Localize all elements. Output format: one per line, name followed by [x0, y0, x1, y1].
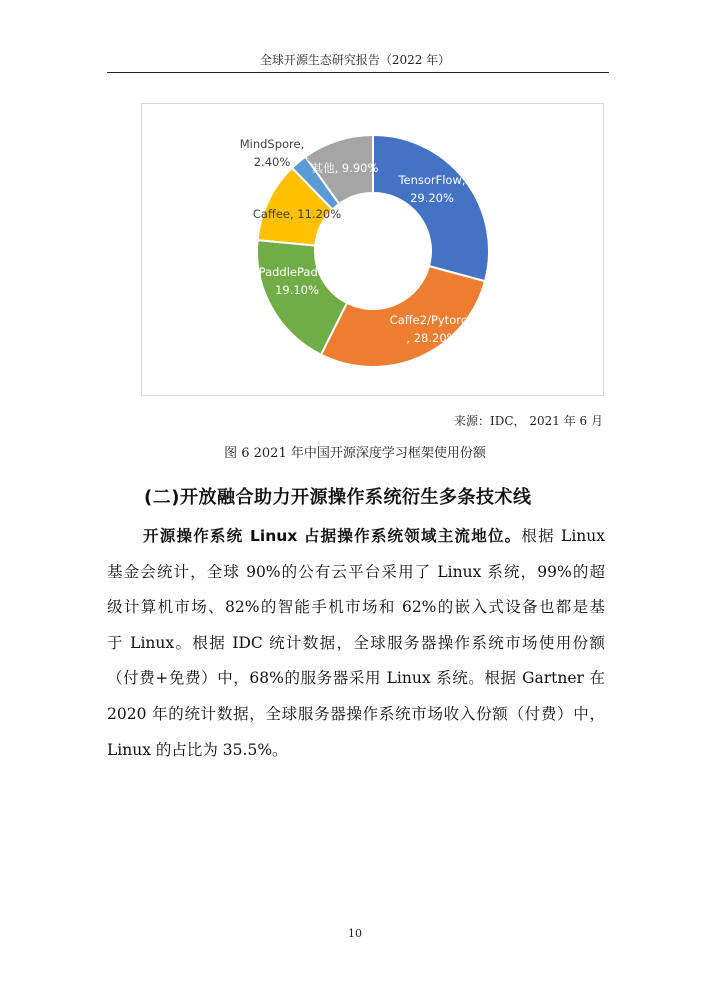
header-rule	[107, 72, 609, 73]
data-label-1: Caffe2/Pytorch , 28.20%	[389, 313, 475, 345]
data-label-2: PaddlePaddle 19.10%	[258, 265, 336, 297]
data-label-0: TensorFlow, 29.20%	[398, 173, 466, 205]
data-label-5: 其他, 9.90%	[311, 161, 379, 175]
page-number: 10	[348, 927, 362, 940]
donut-slice-tensorflow	[373, 135, 489, 281]
paragraph-lead: 开源操作系统 Linux 占据操作系统领域主流地位。	[143, 527, 522, 545]
donut-chart-svg	[142, 104, 605, 397]
section-title: (二)开放融合助力开源操作系统衍生多条技术线	[144, 487, 532, 508]
donut-chart	[141, 103, 604, 396]
paragraph-line-4: 于 Linux。根据 IDC 统计数据，全球服务器操作系统市场使用份额	[107, 633, 605, 652]
data-label-4: MindSpore, 2.40%	[239, 137, 305, 169]
data-label-3: Caffee, 11.20%	[252, 207, 342, 221]
paragraph-line-5: （付费+免费）中，68%的服务器采用 Linux 系统。根据 Gartner 在	[107, 669, 605, 688]
body-paragraph	[107, 519, 605, 768]
paragraph-line-6: 2020 年的统计数据，全球服务器操作系统市场收入份额（付费）中，	[107, 704, 605, 723]
paragraph-line-1	[107, 519, 605, 555]
paragraph-line-2: 基金会统计，全球 90%的公有云平台采用了 Linux 系统，99%的超	[107, 562, 605, 581]
paragraph-line-7: Linux 的占比为 35.5%。	[107, 740, 288, 759]
running-header: 全球开源生态研究报告（2022 年）	[259, 53, 451, 67]
paragraph-line-3: 级计算机市场、82%的智能手机市场和 62%的嵌入式设备也都是基	[107, 598, 605, 617]
figure-caption: 图 6 2021 年中国开源深度学习框架使用份额	[224, 446, 486, 461]
paragraph-line-1-text: 根据 Linux	[521, 527, 605, 545]
chart-source: 来源：IDC， 2021 年 6 月	[454, 414, 603, 428]
